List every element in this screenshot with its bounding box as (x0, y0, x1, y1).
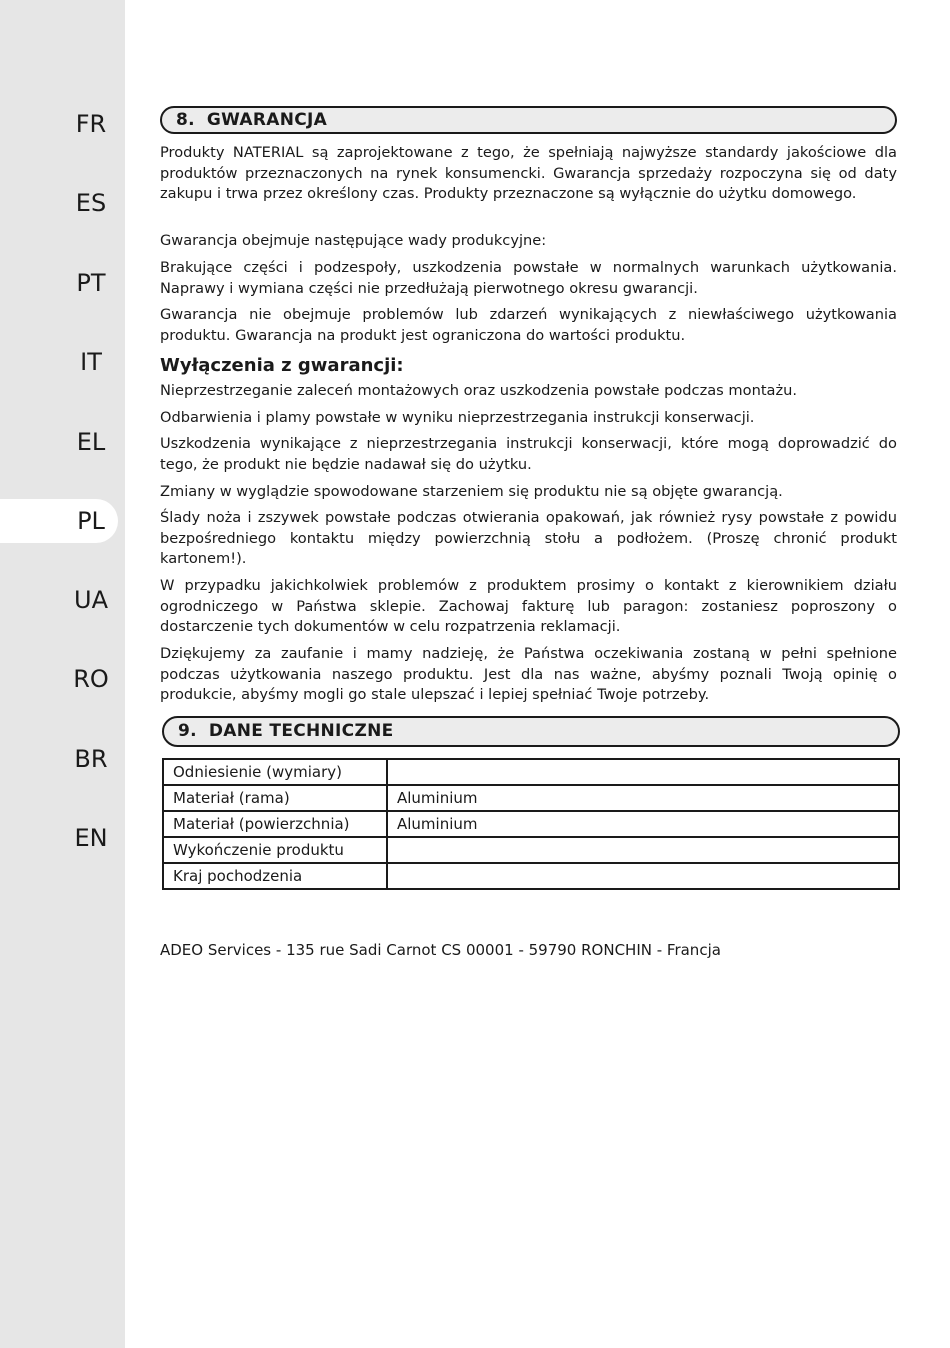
exclusions-heading: Wyłączenia z gwarancji: (160, 355, 404, 376)
table-row (163, 785, 899, 811)
lang-tab-ro[interactable]: RO (73, 665, 109, 693)
warranty-paragraph: Brakujące części i podzespoły, uszkodzenia powstałe w normalnych warunkach użytkowania. Naprawy i wymiana części nie przedłużają pierwotnego okresu gwarancji. (160, 259, 897, 297)
exclusion-item: Nieprzestrzeganie zaleceń montażowych oraz uszkodzenia powstałe podczas montażu. (160, 382, 798, 399)
table-row (163, 759, 899, 785)
table-row (163, 863, 899, 889)
lang-tab-fr[interactable]: FR (75, 110, 107, 138)
section-title: GWARANCJA (206, 110, 328, 130)
table-cell-value (387, 759, 899, 785)
exclusion-item: Dziękujemy za zaufanie i mamy nadzieję, że Państwa oczekiwania zostaną w pełni spełnione podczas użytkowania naszego produktu. Jest dla nas ważne, abyśmy poznali Twoją opinię o produkcie, abyśmy mogli go stale ulepszać i lepiej spełniać Twoje potrzeby. (160, 645, 897, 703)
table-cell-label: Odniesienie (wymiary) (163, 759, 387, 785)
table-row (163, 837, 899, 863)
exclusion-item: Ślady noża i zszywek powstałe podczas otwierania opakowań, jak również rysy powstałe z powidu bezpośredniego kontaktu między powierzchnią stołu a podłożem. (Proszę chronić produkt kartonem!). (160, 509, 897, 567)
lang-tab-el[interactable]: EL (76, 428, 106, 456)
table-cell-value (387, 837, 899, 863)
company-address: ADEO Services - 135 rue Sadi Carnot CS 00001 - 59790 RONCHIN - Francja (160, 941, 721, 959)
lang-tab-es[interactable]: ES (75, 189, 107, 217)
warranty-paragraph: Produkty NATERIAL są zaprojektowane z tego, że spełniają najwyższe standardy jakościowe dla produktów przeznaczonych na rynek konsumencki. Gwarancja sprzedaży rozpoczyna się od daty zakupu i trwa przez określony czas. Produkty przeznaczone są wyłącznie do użytku domowego. (160, 144, 897, 202)
section-header-warranty (160, 106, 897, 134)
section-number: 8. (176, 110, 195, 130)
language-sidebar (0, 0, 125, 1348)
warranty-paragraph: Gwarancja obejmuje następujące wady produkcyjne: (160, 232, 547, 249)
exclusion-item: Zmiany w wyglądzie spowodowane starzeniem się produktu nie są objęte gwarancją. (160, 483, 783, 500)
exclusion-item: Uszkodzenia wynikające z nieprzestrzegania instrukcji konserwacji, które mogą doprowadzić do tego, że produkt nie będzie nadawał się do użytku. (160, 435, 897, 473)
section-number: 9. (178, 721, 197, 741)
table-cell-label: Wykończenie produktu (163, 837, 387, 863)
lang-tab-it[interactable]: IT (80, 348, 102, 376)
table-cell-label: Materiał (rama) (163, 785, 387, 811)
lang-tab-br[interactable]: BR (74, 745, 108, 773)
lang-tab-pt[interactable]: PT (76, 269, 106, 297)
table-cell-value: Aluminium (387, 811, 899, 837)
table-cell-value (387, 863, 899, 889)
table-row (163, 811, 899, 837)
table-cell-label: Kraj pochodzenia (163, 863, 387, 889)
technical-data-table (162, 758, 900, 890)
exclusion-item: Odbarwienia i plamy powstałe w wyniku nieprzestrzegania instrukcji konserwacji. (160, 409, 755, 426)
section-header-technical (162, 716, 900, 747)
lang-tab-ua[interactable]: UA (74, 586, 108, 614)
lang-tab-pl-active[interactable]: PL (0, 499, 118, 543)
section-title: DANE TECHNICZNE (208, 721, 394, 741)
lang-tab-en[interactable]: EN (74, 824, 108, 852)
warranty-paragraph: Gwarancja nie obejmuje problemów lub zdarzeń wynikających z niewłaściwego użytkowania produktu. Gwarancja na produkt jest ograniczona do wartości produktu. (160, 306, 897, 344)
table-cell-value: Aluminium (387, 785, 899, 811)
table-cell-label: Materiał (powierzchnia) (163, 811, 387, 837)
exclusion-item: W przypadku jakichkolwiek problemów z produktem prosimy o kontakt z kierownikiem działu ogrodniczego w Państwa sklepie. Zachowaj fakturę lub paragon: zostaniesz poproszony o dostarczenie tych dokumentów w celu rozpatrzenia reklamacji. (160, 577, 897, 635)
